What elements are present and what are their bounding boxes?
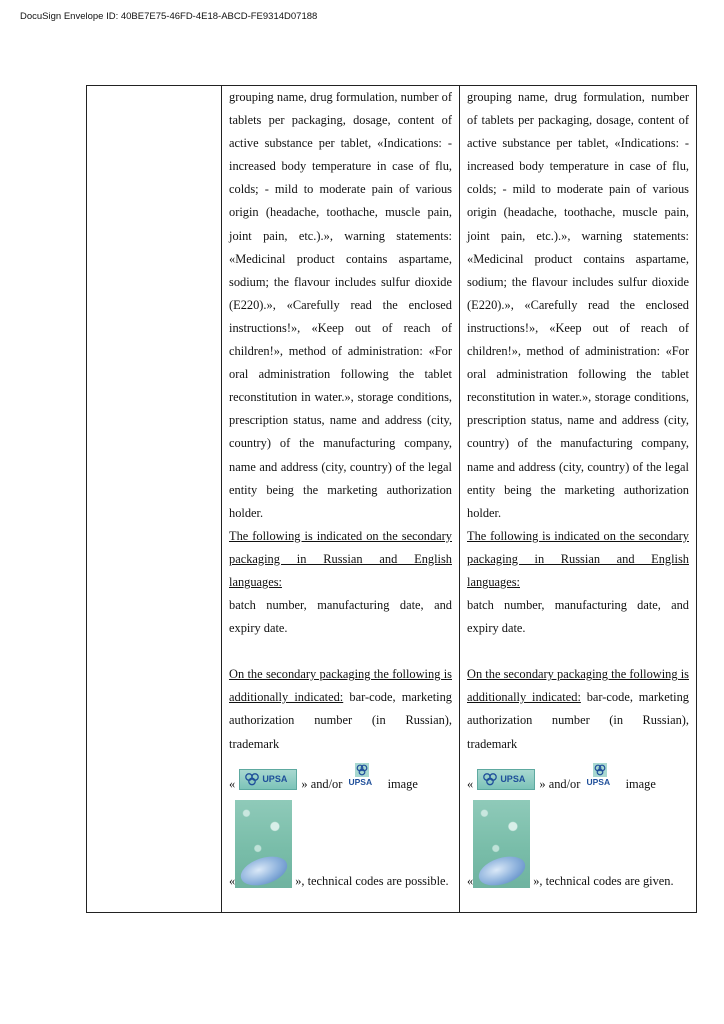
upsa-logo-text: UPSA <box>262 774 288 785</box>
additional-heading: On the secondary packaging the following is additionally indicated: <box>229 667 452 705</box>
pack-caption <box>229 870 452 893</box>
upsa-logo-text: UPSA <box>500 774 526 785</box>
trademark-line <box>467 768 689 800</box>
upsa-logo-icon <box>477 769 535 790</box>
open-quote: « <box>229 776 236 791</box>
additional-items: bar-code, marketing authorization number (in Russian), trademark <box>467 690 689 751</box>
secondary-items: batch number, manufacturing date, and expiry date. <box>229 598 452 636</box>
additional-items: bar-code, marketing authorization number (in Russian), trademark <box>229 690 452 751</box>
additional-paragraph <box>229 663 452 755</box>
upsa-clover-icon <box>348 763 376 791</box>
trademark-line <box>229 768 452 800</box>
pack-caption <box>467 870 689 893</box>
and-or-text: » and/or <box>301 776 343 791</box>
upsa-clover-text: UPSA <box>348 776 373 787</box>
pack-image-line <box>229 800 452 900</box>
labeling-table <box>86 85 697 913</box>
pack-tail: », technical codes are given. <box>533 873 674 888</box>
pack-image-line <box>467 800 689 900</box>
upsa-clover-text: UPSA <box>586 776 611 787</box>
pack-open-quote: « <box>467 873 474 888</box>
image-word: image <box>625 776 656 791</box>
docusign-envelope-id: DocuSign Envelope ID: 40BE7E75-46FD-4E18-ABCD-FE9314D07188 <box>20 11 318 22</box>
pack-open-quote: « <box>229 873 236 888</box>
table-row <box>87 86 697 913</box>
labeling-paragraph: grouping name, drug formulation, number of tablets per packaging, dosage, content of active substance per tablet, «Indications: - increased body temperature in case of flu, colds; - mild to moderate pain of various origin (headache, toothache, muscle pain, joint pain, etc.).», warning statements: «Medicinal product contains aspartame, sodium; the flavour includes sulfur dioxide (E220).», «Carefully read the enclosed instructions!», «Keep out of reach of children!», method of administration: «For oral administration following the tablet reconstitution in water.», storage conditions, prescription status, name and address (city, country) of the manufacturing company, name and address (city, country) of the legal entity being the marketing authorization holder. <box>467 90 689 520</box>
original-text-cell <box>222 86 460 913</box>
labeling-paragraph: grouping name, drug formulation, number of tablets per packaging, dosage, content of active substance per tablet, «Indications: - increased body temperature in case of flu, colds; - mild to moderate pain of various origin (headache, toothache, muscle pain, joint pain, etc.).», warning statements: «Medicinal product contains aspartame, sodium; the flavour includes sulfur dioxide (E220).», «Carefully read the enclosed instructions!», «Keep out of reach of children!», method of administration: «For oral administration following the tablet reconstitution in water.», storage conditions, prescription status, name and address (city, country) of the manufacturing company, name and address (city, country) of the legal entity being the marketing authorization holder. <box>229 90 452 520</box>
upsa-logo-icon <box>239 769 297 790</box>
approved-text-cell <box>460 86 697 913</box>
image-word: image <box>387 776 418 791</box>
and-or-text: » and/or <box>539 776 581 791</box>
additional-heading: On the secondary packaging the following is additionally indicated: <box>467 667 689 705</box>
secondary-heading: The following is indicated on the secondary packaging in Russian and English languages: <box>229 528 452 589</box>
additional-paragraph <box>467 663 689 755</box>
secondary-heading: The following is indicated on the secondary packaging in Russian and English languages: <box>467 528 689 589</box>
secondary-items: batch number, manufacturing date, and expiry date. <box>467 598 689 636</box>
upsa-clover-icon <box>586 763 614 791</box>
empty-label-cell <box>87 86 222 913</box>
pack-tail: », technical codes are possible. <box>295 873 449 888</box>
open-quote: « <box>467 776 474 791</box>
